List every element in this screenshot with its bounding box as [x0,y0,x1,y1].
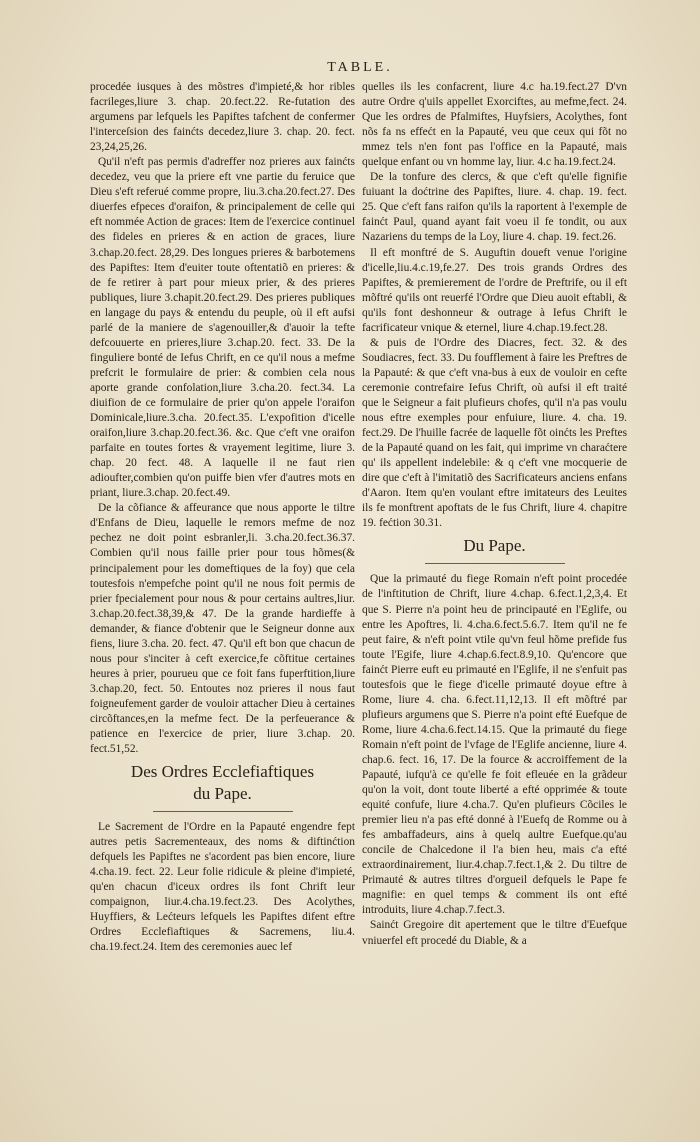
index-entry: De la tonfure des clercs, & que c'eft qu'elle fignifie fuiuant la doćtrine des Papiftes, liure. 4. chap. 19. fect. 25. Que c'eft fans raifon qu'ils la raportent à l'exemple de fainćt Paul, quand ayant fait voeu il fe tondit, ou aux Nazariens du temps de la Loy, liure 4. chap. 19. fect.26. [362,171,627,244]
heading-rule [425,563,565,564]
section-heading-line: du Pape. [193,784,252,804]
index-entry: Que la primauté du fiege Romain n'eft point procedée de l'inftitution de Chrift, liure 4.chap. 6.fect.1,2,3,4. Et que S. Pierre n'a point heu de principauté en l'Eglife, ou entre les Apoftres, li. 4.cha.6.fect.5.6.7. Item qu'il ne fe peut faire, & n'eft point vtile qu'vn feul hõme prefide fus toute l'Egife, liure 4.chap.6.fect.8.9,10. Qu'encore que fainćt Pierre euft eu primauté en l'Eglife, il ne s'enfuit pas toutesfois que le fiege d'icelle primauté doyue eftre à Rome, liure 4. cha. 6.fect.11,12,13. Il eft mõftré par plufieurs argumens que S. Pierre n'a point efté Euefque de Rome, liure 4.cha.6.fect.14.15. Que la primauté du fiege Romain n'eft point de l'vfage de l'Eglife ancienne, liure 4. chap.6. fect. 16, 17. De la fource & accroiffement de la Papauté, iufqu'à ce qu'elle fe foit efleuée en la grãdeur qu'on la voit, dont toute liberté a efté opprimée & toute equité confufe, liure 4.cha.7. Qu'en plufieurs Cõciles le premier lieu n'a pas efté donné à l'Euefq de Romme ou à fes ambaffadeurs, ains à quelq aultre Euefque.qu'au concile de Chalcedone il l'a bien heu, mais c'a efté extraordinairement, liur.4.chap.7.fect.1,& 2. Du tiltre de Primauté & autres tiltres d'orgueil defquels le Pape fe magnifie: en quel temps & comment ils ont efté introduits, liure 4.chap.7.fect.3. [362,573,628,917]
index-entry: quelles ils les confacrent, liure 4.c ha.19.fect.27 D'vn autre Ordre q'uils appellet Exorciftes, au mefme,fect. 24. Que les ordres de Pfalmiftes, Huyfsiers, Acolythes, font nõs fa ns effećt en la Papauté, veu que ceux qui fõt no mmez tels n'en font pas l'office en la Papauté, mais quelque enfant ou vn homme lay, liur. 4.c ha.19.fect.24. [362,81,627,169]
index-entry: Le Sacrement de l'Ordre en la Papauté engendre fept autres petis Sacrementeaux, des noms & diftinćtion defquels les Papiftes ne s'acordent pas bien encore, liure 4.cha.19. fect. 22. Leur folie ridicule & pleine d'impieté, qu'en chacun d'iceux ordres ils font Chrift leur compaignon, liur.4.cha.19.fect.23. Des Acolythes, Huyffiers, & Lećteurs lefquels les Papiftes difent eftre Ordres Ecclefiaftiques & Sacremens, liu.4. cha.19.fect.24. Item des ceremonies auec lef [90,821,355,954]
section-heading-pape: Du Pape. [463,536,526,556]
index-entry: Il eft monftré de S. Auguftin doueft venue l'origine d'icelle,liu.4.c.19,fe.27. Des trois grands Ordres des Papiftes, & premierement de l'ordre de Preftrife, ou il eft mõftré qu'ils ont reuerfé l'Ordre que Dieu auoit eftabli, & qu'ils font deshonneur & outrage à Iefus Chrift le facrificateur vnique & eternel, liure 4.chap.19.fect.28. [362,246,627,334]
section-heading-ordres [90,761,355,805]
index-entry: Qu'il n'eft pas permis d'adreffer noz prieres aux fainćts decedez, veu que la priere eft vne partie du feruice que Dieu s'eft referué comme propre, liu.3.cha.20.fect.27. Des diuerfes efpeces d'oraifon, & principalement de celle qui eft nommée Action de graces: Item de l'exercice continuel des fideles en prieres & en action de graces, liure 3.chap.20.fect. 28,29. Des longues prieres & barbotemens des Papiftes: Item d'euiter toute oftentatiõ en prieres: & de fe retirer à part pour mieux prier, & des prieres publiques, liure 3.chapit.20.fect.29. Des prieres publiques en langage du pays & entendu du peuple, où il eft aufsi parlé de la maniere de s'agenouiller,& d'auoir la tefte defcouuerte en prieres,liure 3.chap.20. fect. 33. De la finguliere bonté de Iefus Chrift, en ce qu'il nous a mefme prefcrit le formulaire de prier: & combien cela nous aporte grande confolation,liure 3.cha.20. fect.34. La diuifion de ce formulaire de prier qu'on appele l'oraifon Dominicale,liure.3.cha. 20.fect.35. L'expofition d'icelle oraifon,liure 3.chap.20.fect.36. &c. Que c'eft vne oraifon parfaite en toutes fortes & vrayement legitime, liure 3. chap. 20 fect. 48. A laquelle il ne faut rien adioufter,combien qu'on puiffe bien vfer d'autres mots en priant, liure.3.chap. 20.fect.49. [90,156,355,500]
index-entry: De la cõfiance & affeurance que nous apporte le tiltre d'Enfans de Dieu, laquelle le remors mefme de noz pechez ne doit point esbranler,li. 3.cha.20.fect.36.37. Combien qu'il nous faille prier pour tous hõmes(& principalement pour les domeftiques de la foy) que cela toutesfois n'empefche point qu'il ne nous foit permis de prier fpecialement pour nous & pour certains aultres,liur. 3.chap.20.fect.38,39,& 47. De la grande hardieffe à demander, & fiance d'obtenir que le Seigneur donne aux fiens, liure 3.cha. 20. fect. 47. Qu'il eft bon que chacun de nous pour s'inciter à ceft exercice,fe cõftitue certaines heures à prier, pourueu que ce foit fans fuperftition,liure 3.chap.20, fect. 50. Entoutes noz prieres il nous faut foigneufement garder de vouloir attacher Dieu à certaines circõftances,en la mefme fect. De la perfeuerance & patience en l'exercice de prier, liure 3.chap. 20. fect.51,52. [90,502,355,756]
section-heading-line: Des Ordres Ecclefiaftiques [130,762,315,782]
index-entry: & puis de l'Ordre des Diacres, fect. 32. & des Soudiacres, fect. 33. Du foufflement à faire les Preftres de la Papauté: & que c'eft vna-bus à eux de vouloir en cefte ceremonie contrefaire Iefus Chrift, où aufsi il eft traité que le Seigneur a fait plufieurs chofes, qu'il n'a pas voulu nous eftre exemples pour enfuiure, liure. 4. cha. 19. fect.29. De l'huille facrée de laquelle fõt oinćts les Preftes de la Papauté quand on les fait, qui imprime vn charaćtere qu' ils appellent indelebile: & q c'eft vne mocquerie de dire que c'eft à l'imitatiõ des Sacrificateurs anciens enfans d'Aaron. Item qu'en voulant eftre imitateurs des Leuites ils fe monftrent apoftats de le fus Chrift, liure 4. chapitre 19. fećtion 30.31. [362,336,627,530]
left-column [90,80,355,956]
running-head: TABLE. [327,60,393,75]
heading-rule [153,811,293,812]
right-column [362,80,627,949]
index-entry: procedée iusques à des mõstres d'impieté,& hor ribles facrileges,liure 3. chap. 20.fect.22. Re-futation des argumens par lefquels les Papiftes tafchent de confermer l'interceſsion des fainćts decedez,liure 3. chap. 20. fect. 23,24,25,26. [90,81,355,154]
index-entry: Sainćt Gregoire dit apertement que le tiltre d'Euefque vniuerfel eft procedé du Diable, & a [362,919,627,947]
